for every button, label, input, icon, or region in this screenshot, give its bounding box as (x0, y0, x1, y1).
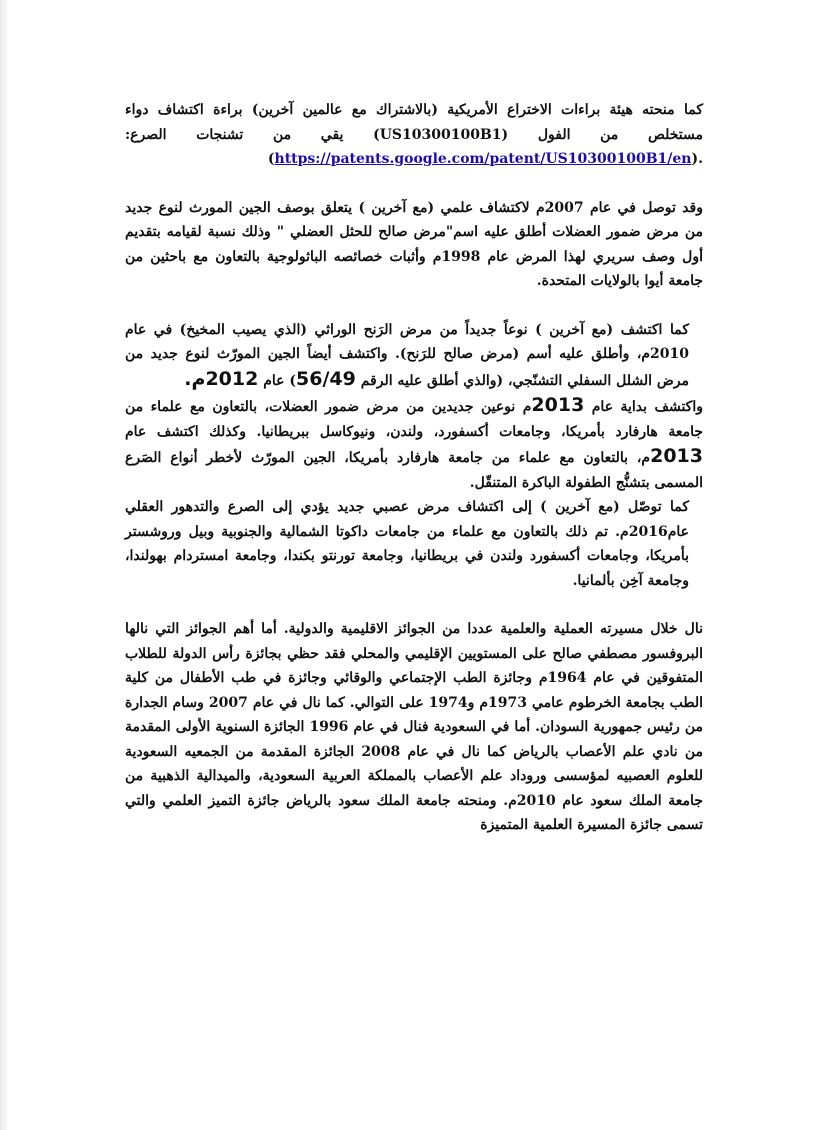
discoveries-text-3: م، بالتعاون مع علماء من جامعة هارفارد بأمريكا، الجين المورّث لأخطر أنواع الصَرع المسمى بتشنُّج الطفولة الباكرة المتنقّل. (125, 450, 703, 491)
ataxia-text-2: ) عام (263, 372, 296, 389)
patent-text: كما منحته هيئة براءات الاختراع الأمريكية (بالاشتراك مع عالمين آخرين) براءة اكتشاف دواء مستخلص من الفول (US10300100B1) يقي من تشنجات الصرع: (125, 102, 703, 143)
disease-code: 56/49 (296, 367, 356, 390)
patent-link[interactable]: https://patents.google.com/patent/US10300100B1/en (274, 151, 692, 167)
paragraph-neuro-disease-2016: كما توصّل (مع آخرين ) إلى اكتشاف مرض عصبي جديد يؤدي إلى الصرع والتدهور العقلي عام2016م. تم ذلك بالتعاون مع علماء من جامعات داكوتا الشمالية والجنوبية وبيل وروشستر بأمريكا، وجامعات أكسفورد ولندن في بريطانيا، وجامعة تورنتو بكندا، وجامعة امستردام بهولندا، وجامعة آخِن بألمانيا. (125, 499, 689, 589)
year-2013-first: 2013 (531, 394, 585, 416)
paragraph-gap (125, 593, 703, 617)
paragraph-ataxia (125, 318, 703, 394)
paragraph-patent (125, 98, 703, 172)
patent-link-wrapper (268, 151, 703, 167)
paragraph-awards: نال خلال مسيرته العملية والعلمية عددا من الجوائز الاقليمية والدولية. أما أهم الجوائز التي نالها البروفسور مصطفي صالح على المستويين الإقليمي والمحلي فقد حظي بجائزة رأس الدولة للطلاب المتفوقين في عام 1964م وجائزة الطب الإجتماعي والوقائي وجائزة في طب الأطفال من كلية الطب بجامعة الخرطوم عامي 1973م و1974 على التوالي. كما نال في عام 2007 وسام الجدارة من رئيس جمهورية السودان. أما في السعودية فنال في عام 1996 الجائزة السنوية الأولى المقدمة من نادي علم الأعصاب بالرياض كما نال في عام 2008 الجائزة المقدمة من الجمعيه السعودية للعلوم العصبيه لمؤسسى وروداد علم الأعصاب بالمملكة العربية السعودية، والميدالية الذهبية من جامعة الملك سعود عام 2010م. ومنحته جامعة الملك سعود بالرياض جائزة التميز العلمي والتي تسمى جائزة المسيرة العلمية المتميزة (125, 621, 704, 833)
paragraph-muscular-dystrophy: وقد توصل في عام 2007م لاكتشاف علمي (مع آخرين ) يتعلق بوصف الجين المورث لنوع جديد من مرض ضمور العضلات أطلق عليه اسم"مرض صالح للحثل العضلي " وذلك نسبة لقيامه بتقديم أول وصف سريري لهذا المرض عام 1998م وأثبات خصائصه الباثولوجية بالتعاون مع باحثين من جامعة أيوا بالولايات المتحدة. (125, 199, 703, 289)
document-body (125, 98, 703, 838)
paragraph-gap (125, 294, 703, 318)
link-close-paren: ). (691, 151, 703, 167)
ataxia-text: كما اكتشف (مع آخرين ) نوعاً جديداً من مرض الرَنح الوراثي (الذي يصيب المخيخ) في عام 2010م، وأطلق عليه أسم (مرض صالح للرَنح). واكتشف أيضاً الجين المورّث لنوع جديد من مرض الشلل السفلي التشنّجي، (والذي أطلق عليه الرقم (125, 321, 689, 389)
discoveries-text: واكتشف بداية عام (591, 399, 704, 415)
page-edge-shadow (0, 0, 10, 1130)
paragraph-gap (125, 172, 703, 196)
year-2013-second: 2013 (650, 445, 703, 467)
link-open-paren: ( (267, 151, 275, 167)
discoveries-text-2: م نوعين جديدين من مرض ضمور العضلات، بالتعاون مع علماء من جامعة هارفارد بأمريكا، وجامعات أكسفورد، ولندن، ونيوكاسل ببريطانيا. وكذلك اكتشف عام (125, 399, 703, 440)
year-2012: 2012 (205, 367, 259, 390)
year-suffix: م. (184, 367, 206, 390)
paragraph-discoveries-2013 (125, 393, 703, 495)
